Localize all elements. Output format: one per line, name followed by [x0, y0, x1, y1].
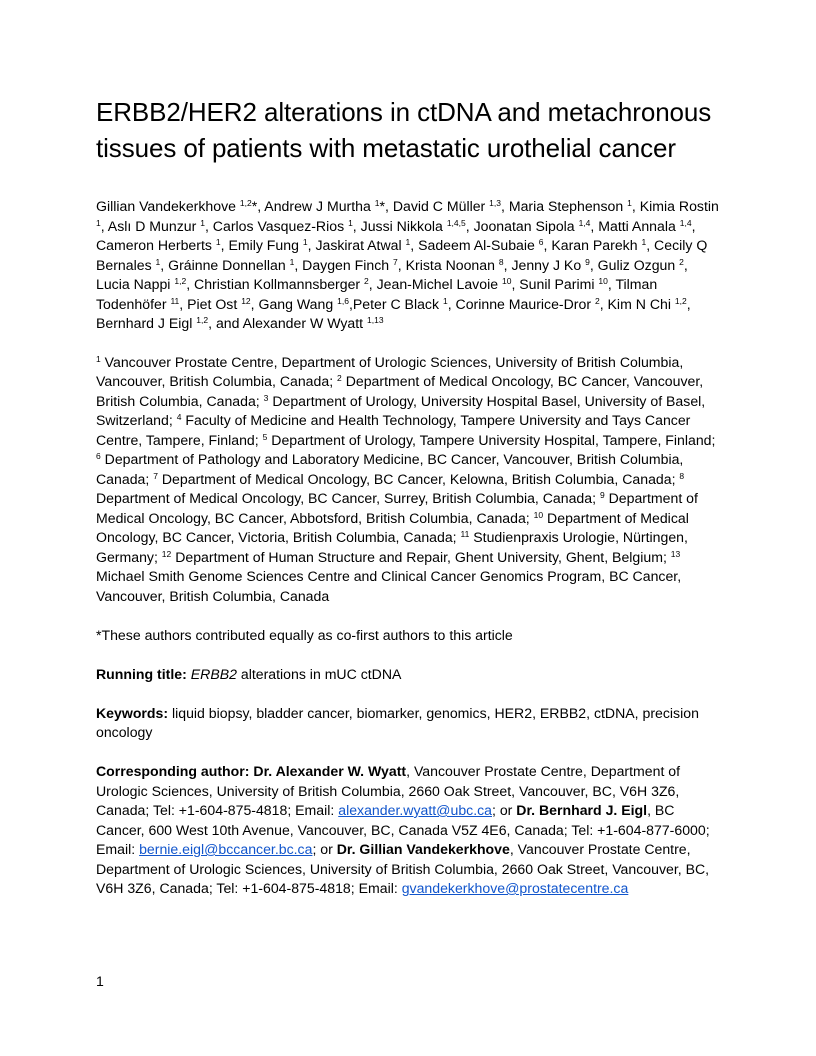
author-separator: , — [501, 198, 509, 214]
affiliation-text: Vancouver Prostate Centre, Department of Urologic Sciences, University of British Columbia, Vancouver, British Columbia, Canada; — [96, 353, 684, 389]
corresponding-or-2: ; or — [312, 841, 337, 857]
affiliation-text: Department of Medical Oncology, BC Cancer, Surrey, British Columbia, Canada; — [96, 490, 597, 506]
author-affiliation-marker: 1 — [442, 295, 448, 306]
affiliation-text: Department of Medical Oncology, BC Cancer, Vancouver, British Columbia, Canada; — [96, 373, 704, 409]
author-affiliation-marker: 1,3 — [489, 198, 501, 208]
corresponding-author2-email[interactable]: bernie.eigl@bccancer.bc.ca — [139, 841, 313, 857]
author-name: Joonatan Sipola — [473, 217, 575, 234]
affiliation-number: 5 — [262, 431, 268, 442]
author-name: Jenny J Ko — [511, 256, 582, 273]
author-name: Corinne Maurice-Dror — [455, 295, 592, 312]
author-separator: , — [257, 198, 265, 214]
author-separator: , — [220, 237, 229, 253]
author-separator: , — [607, 276, 616, 292]
author-name: Emily Fung — [228, 237, 299, 253]
author-separator: , — [250, 295, 259, 312]
affiliation-number: 7 — [153, 470, 158, 481]
author-cofirst-mark: * — [251, 198, 258, 214]
author-name: Peter C Black — [352, 295, 440, 312]
author-name: Alexander W Wyatt — [242, 315, 364, 331]
author-affiliation-marker: 1,2 — [174, 276, 187, 286]
author-affiliation-marker: 2 — [594, 295, 600, 306]
paper-title: ERBB2/HER2 alterations in ctDNA and metachronous tissues of patients with metastatic urothelial cancer — [96, 97, 712, 163]
page-number: 1 — [96, 973, 104, 989]
author-affiliation-marker: 1 — [215, 237, 221, 247]
affiliation-number: 1 — [96, 353, 101, 364]
affiliation-number: 6 — [96, 451, 101, 461]
author-affiliation-marker: 1 — [155, 256, 161, 267]
affiliation-text: Department of Medical Oncology, BC Cancer, Victoria, British Columbia, Canada; — [96, 509, 689, 545]
affiliation-text: Faculty of Medicine and Health Technology, Tampere University and Tays Cancer Centre, Tampere, Finland; — [96, 412, 691, 448]
author-name: Sadeem Al-Subaie — [418, 237, 535, 253]
author-affiliation-marker: 6 — [538, 237, 544, 247]
author-name: Jaskirat Atwal — [315, 237, 402, 253]
affiliation-number: 4 — [176, 412, 182, 422]
author-separator: , and — [208, 315, 243, 331]
author-affiliation-marker: 1,13 — [367, 315, 384, 325]
author-affiliation-marker: 1 — [641, 237, 647, 247]
author-separator: , — [447, 295, 456, 312]
author-separator: , — [179, 295, 188, 312]
affiliation-number: 9 — [599, 490, 605, 500]
author-separator: , — [589, 256, 598, 273]
author-affiliation-marker: 2 — [364, 276, 369, 286]
author-name: Christian Kollmannsberger — [194, 276, 361, 292]
author-name: Cecily Q Bernales — [96, 237, 708, 273]
author-separator: , — [204, 217, 213, 234]
author-separator: , — [503, 256, 512, 273]
author-separator: , — [294, 256, 303, 273]
author-separator: , — [599, 295, 608, 312]
author-name: Krista Noonan — [405, 256, 495, 273]
author-name: Maria Stephenson — [508, 198, 624, 214]
author-name: Matti Annala — [598, 217, 676, 234]
author-name: Karan Parekh — [551, 237, 638, 253]
author-separator: , — [590, 217, 599, 234]
author-separator: , — [686, 295, 691, 312]
corresponding-author3-email[interactable]: gvandekerkhove@prostatecentre.ca — [401, 880, 629, 896]
cofirst-note: *These authors contributed equally as co-first authors to this article — [96, 626, 513, 643]
author-separator: , — [646, 237, 655, 253]
affiliation-text: Studienpraxis Urologie, Nürtingen, Germany; — [96, 529, 688, 565]
author-separator: , — [368, 276, 377, 292]
author-affiliation-marker: 1 — [374, 198, 380, 208]
author-affiliation-marker: 1 — [200, 217, 205, 228]
affiliation-number: 8 — [679, 470, 685, 481]
corresponding-author2-details: , BC Cancer, 600 West 10th Avenue, Vancouver, BC, Canada V5Z 4E6, Canada; Tel: +1-604-877-6000; Email: — [96, 802, 710, 857]
author-separator: , — [100, 217, 108, 234]
author-name: Guliz Ozgun — [597, 256, 676, 273]
author-affiliation-marker: 1 — [289, 256, 295, 267]
author-affiliation-marker: 1,2 — [674, 295, 687, 306]
affiliation-list — [96, 353, 720, 607]
author-affiliation-marker: 8 — [498, 256, 504, 267]
author-affiliation-marker: 9 — [585, 256, 590, 267]
running-title-gene: ERBB2 — [190, 665, 237, 682]
author-affiliation-marker: 1 — [96, 217, 101, 228]
author-affiliation-marker: 1,2 — [196, 315, 209, 325]
author-name: Jean-Michel Lavoie — [376, 276, 499, 292]
author-affiliation-marker: 1,4,5 — [446, 217, 466, 228]
author-separator: , — [631, 198, 640, 214]
author-affiliation-marker: 10 — [501, 276, 512, 286]
author-separator: , — [511, 276, 520, 292]
author-affiliation-marker: 1 — [348, 217, 353, 228]
author-name: Carlos Vasquez-Rios — [212, 217, 345, 234]
author-name: Aslı D Munzur — [107, 217, 197, 234]
author-name: David C Müller — [392, 198, 486, 214]
author-name: Gang Wang — [258, 295, 334, 312]
author-name: Daygen Finch — [302, 256, 390, 273]
author-name: Kimia Rostin — [639, 198, 719, 214]
author-affiliation-marker: 1,4 — [679, 217, 692, 228]
keywords-label: Keywords: — [96, 704, 169, 721]
author-separator: , — [683, 256, 688, 273]
affiliation-number: 13 — [670, 548, 681, 559]
author-separator: , — [307, 237, 316, 253]
corresponding-or-1: ; or — [492, 802, 517, 818]
affiliation-text: Department of Urology, Tampere University Hospital, Tampere, Finland; — [271, 431, 716, 448]
author-name: Piet Ost — [187, 295, 238, 312]
corresponding-author1-details: , Vancouver Prostate Centre, Department of Urologic Sciences, University of British Columbia, 2660 Oak Street, Vancouver, BC, V6H 3Z6, Canada; Tel: +1-604-875-4818; Email: — [96, 763, 681, 818]
author-name: Jussi Nikkola — [360, 217, 443, 234]
author-affiliation-marker: 2 — [679, 256, 684, 267]
author-separator: , — [465, 217, 474, 234]
author-name: Gráinne Donnellan — [168, 256, 286, 273]
author-affiliation-marker: 1 — [627, 198, 632, 208]
corresponding-author2-name: Dr. Bernhard J. Eigl — [516, 802, 648, 818]
author-separator: , — [397, 256, 406, 273]
running-title-label: Running title: — [96, 665, 187, 682]
affiliation-number: 3 — [263, 392, 269, 403]
author-affiliation-marker: 1,2 — [239, 198, 252, 208]
affiliation-number: 10 — [533, 509, 544, 520]
author-affiliation-marker: 1,4 — [578, 217, 591, 228]
author-separator: , — [352, 217, 361, 234]
author-affiliation-marker: 1,6 — [337, 295, 349, 306]
author-affiliation-marker: 1 — [405, 237, 411, 247]
affiliation-text: Department of Human Structure and Repair, Ghent University, Ghent, Belgium; — [175, 548, 667, 565]
running-title-text: alterations in mUC ctDNA — [236, 665, 402, 682]
author-affiliation-marker: 7 — [393, 256, 398, 267]
affiliation-text: Michael Smith Genome Sciences Centre and Clinical Cancer Genomics Program, BC Cancer, Vancouver, British Columbia, Canada — [96, 568, 682, 604]
corresponding-author — [96, 762, 720, 899]
author-separator: , — [543, 237, 552, 253]
running-title — [96, 665, 720, 685]
author-name: Cameron Herberts — [96, 237, 212, 253]
keywords-text: liquid biopsy, bladder cancer, biomarker, genomics, HER2, ERBB2, ctDNA, precision oncology — [96, 704, 699, 740]
author-separator: , — [410, 237, 419, 253]
author-separator: , — [160, 256, 169, 273]
author-cofirst-mark: * — [379, 198, 385, 214]
page-content — [96, 94, 720, 899]
author-affiliation-marker: 10 — [598, 276, 608, 286]
author-name: Sunil Parimi — [519, 276, 595, 292]
affiliation-text: Department of Urology, University Hospital Basel, University of Basel, Switzerland; — [96, 392, 706, 428]
affiliation-number: 11 — [460, 529, 470, 539]
author-name: Kim N Chi — [607, 295, 671, 312]
author-name: Bernhard J Eigl — [96, 315, 193, 331]
corresponding-author3-details: , Vancouver Prostate Centre, Department of Urologic Sciences, University of British Columbia, 2660 Oak Street, Vancouver, BC, V6H 3Z6, Canada; Tel: +1-604-875-4818; Email: — [96, 841, 710, 896]
author-name: Tilman Todenhöfer — [96, 276, 658, 312]
affiliation-number: 12 — [161, 548, 172, 559]
author-separator: , — [691, 217, 696, 234]
author-name: Gillian Vandekerkhove — [96, 198, 236, 214]
affiliation-number: 2 — [337, 373, 342, 383]
affiliation-text: Department of Pathology and Laboratory Medicine, BC Cancer, Vancouver, British Columbia, Canada; — [96, 451, 684, 487]
author-name: Andrew J Murtha — [264, 198, 371, 214]
author-name: Lucia Nappi — [96, 276, 171, 292]
author-separator: , — [384, 198, 393, 214]
author-separator: , — [348, 295, 353, 312]
author-affiliation-marker: 12 — [241, 295, 251, 306]
affiliation-text: Department of Medical Oncology, BC Cancer, Kelowna, British Columbia, Canada; — [161, 470, 676, 487]
keywords — [96, 704, 720, 743]
corresponding-author1-email[interactable]: alexander.wyatt@ubc.ca — [338, 802, 492, 818]
author-affiliation-marker: 1 — [302, 237, 308, 247]
corresponding-author3-name: Dr. Gillian Vandekerkhove — [336, 841, 510, 857]
affiliation-text: Department of Medical Oncology, BC Cancer, Abbotsford, British Columbia, Canada; — [96, 490, 698, 526]
corresponding-author1-name: Dr. Alexander W. Wyatt — [249, 763, 407, 779]
author-list — [96, 197, 720, 334]
corresponding-label: Corresponding author: — [96, 763, 250, 779]
author-separator: , — [186, 276, 195, 292]
author-affiliation-marker: 11 — [170, 295, 180, 306]
